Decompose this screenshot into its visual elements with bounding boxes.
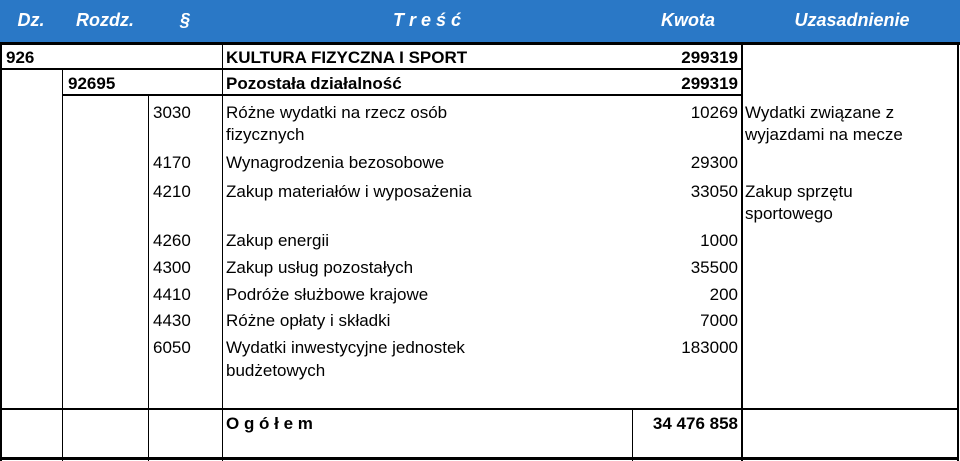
section-amount: 299319 <box>681 48 738 67</box>
grid-line <box>0 42 2 461</box>
header-tresc: T r e ś ć <box>392 10 462 30</box>
row-amount: 35500 <box>690 258 738 277</box>
row-reason-line: sportowego <box>745 204 833 223</box>
row-name-line: fizycznych <box>226 125 305 144</box>
row-name-line: Podróże służbowe krajowe <box>226 285 429 304</box>
row-amount: 33050 <box>690 182 738 201</box>
header-paragraf: § <box>179 10 190 30</box>
chapter-name: Pozostała działalność <box>226 74 402 93</box>
row-amount: 200 <box>709 285 738 304</box>
row-par: 4430 <box>153 311 191 330</box>
row-par: 4410 <box>153 285 191 304</box>
row-name-line: Wynagrodzenia bezosobowe <box>226 153 445 172</box>
grid-line <box>741 42 743 461</box>
chapter-amount: 299319 <box>681 74 738 93</box>
row-reason-line: Wydatki związane z <box>745 103 895 122</box>
row-par: 3030 <box>153 103 191 122</box>
section-dz: 926 <box>6 48 35 67</box>
grid-line <box>62 68 63 461</box>
total-label: O g ó ł e m <box>226 414 313 433</box>
row-par: 4300 <box>153 258 191 277</box>
row-amount: 29300 <box>690 153 738 172</box>
row-par: 4260 <box>153 231 191 250</box>
row-amount: 7000 <box>700 311 738 330</box>
grid-line <box>957 42 959 461</box>
header-uzasadnienie: Uzasadnienie <box>794 10 910 30</box>
row-reason-line: wyjazdami na mecze <box>745 125 903 144</box>
header-bottom-border <box>0 42 960 45</box>
row-amount: 10269 <box>690 103 738 122</box>
row-amount: 183000 <box>681 338 738 357</box>
row-name-line: Wydatki inwestycyjne jednostek <box>226 338 465 357</box>
chapter-rozdz: 92695 <box>68 74 116 93</box>
row-name-line: Zakup usług pozostałych <box>226 258 414 277</box>
row-name-line: Różne opłaty i składki <box>226 311 391 330</box>
grid-line <box>0 457 959 460</box>
grid-line <box>222 42 223 461</box>
section-name: KULTURA FIZYCZNA I SPORT <box>226 48 468 67</box>
grid-line <box>0 408 959 410</box>
header-kwota: Kwota <box>661 10 715 30</box>
row-name-line: budżetowych <box>226 361 326 380</box>
header-dz: Dz. <box>17 10 45 30</box>
row-reason-line: Zakup sprzętu <box>745 182 853 201</box>
row-par: 4170 <box>153 153 191 172</box>
row-amount: 1000 <box>700 231 738 250</box>
table-header <box>0 0 960 42</box>
grid-line <box>148 95 149 461</box>
header-rozdz: Rozdz. <box>76 10 134 30</box>
row-par: 4210 <box>153 182 191 201</box>
row-par: 6050 <box>153 338 191 357</box>
row-name-line: Zakup materiałów i wyposażenia <box>226 182 472 201</box>
row-name-line: Różne wydatki na rzecz osób <box>226 103 448 122</box>
row-name-line: Zakup energii <box>226 231 330 250</box>
total-amount: 34 476 858 <box>652 414 738 433</box>
